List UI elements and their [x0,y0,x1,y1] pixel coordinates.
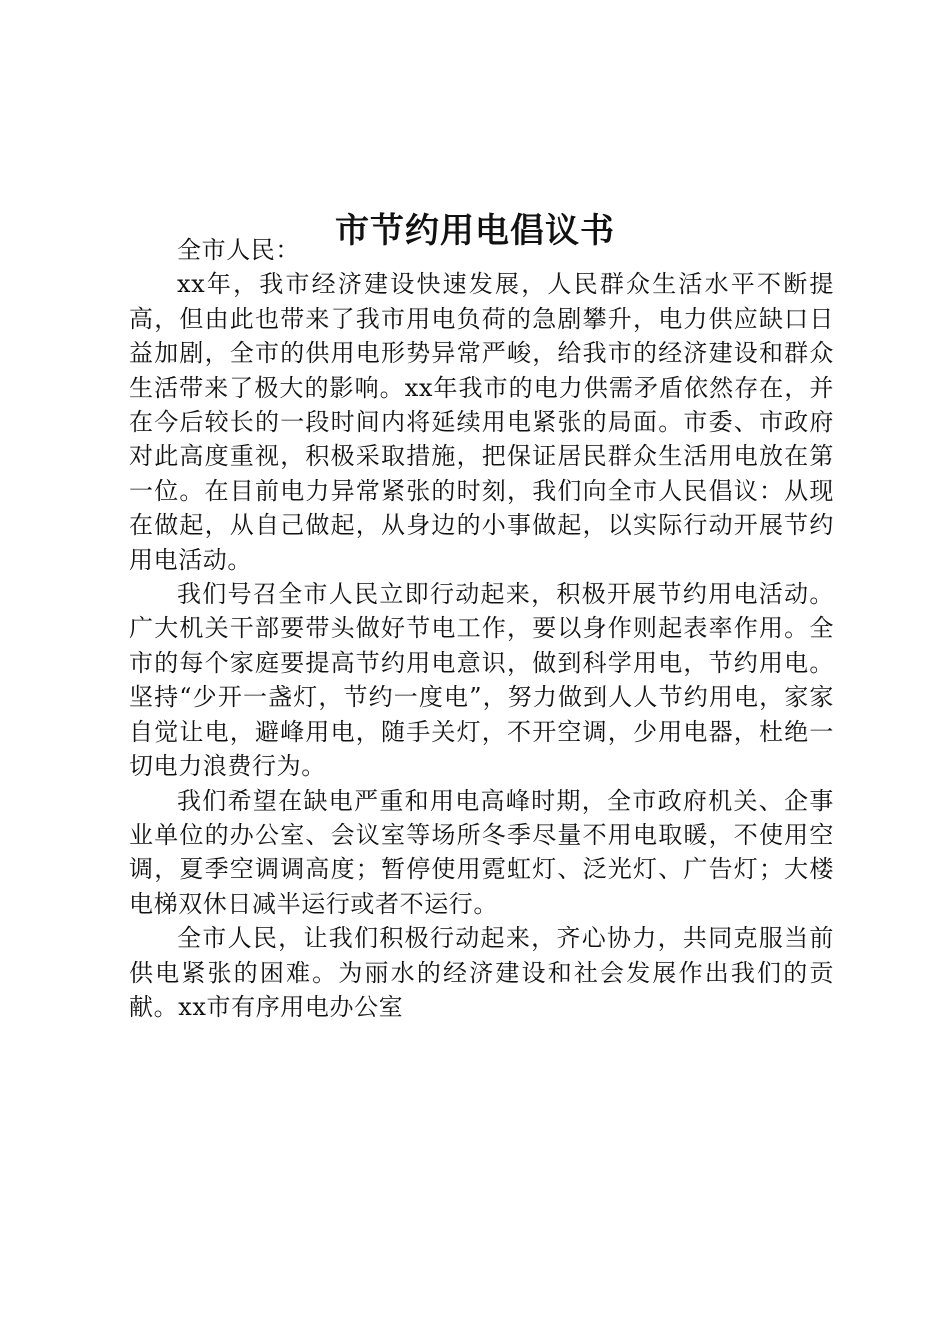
paragraph-situation: xx年，我市经济建设快速发展，人民群众生活水平不断提高，但由此也带来了我市用电负荷的急剧攀升，电力供应缺口日益加剧，全市的供用电形势异常严峻，给我市的经济建设和群众生活带来了极大的影响。xx年我市的电力供需矛盾依然存在，并在今后较长的一段时间内将延续用电紧张的局面。市委、市政府对此高度重视，积极采取措施，把保证居民群众生活用电放在第一位。在目前电力异常紧张的时刻，我们向全市人民倡议：从现在做起，从自己做起，从身边的小事做起，以实际行动开展节约用电活动。 [129,270,834,574]
salutation: 全市人民： [177,236,300,264]
paragraph-peak-measures: 我们希望在缺电严重和用电高峰时期，全市政府机关、企事业单位的办公室、会议室等场所冬季尽量不用电取暖，不使用空调，夏季空调调高度；暂停使用霓虹灯、泛光灯、广告灯；大楼电梯双休日减半运行或者不运行。 [129,786,834,918]
document-body [129,233,834,1024]
paragraph-closing-signature: 全市人民，让我们积极行动起来，齐心协力，共同克服当前供电紧张的困难。为丽水的经济建设和社会发展作出我们的贡献。xx市有序用电办公室 [129,924,834,1021]
paragraph-call-to-action: 我们号召全市人民立即行动起来，积极开展节约用电活动。广大机关干部要带头做好节电工作，要以身作则起表率作用。全市的每个家庭要提高节约用电意识，做到科学用电，节约用电。坚持“少开一盏灯，节约一度电”，努力做到人人节约用电，家家自觉让电，避峰用电，随手关灯，不开空调，少用电器，杜绝一切电力浪费行为。 [129,580,834,781]
document-title: 市节约用电倡议书 [335,210,615,251]
